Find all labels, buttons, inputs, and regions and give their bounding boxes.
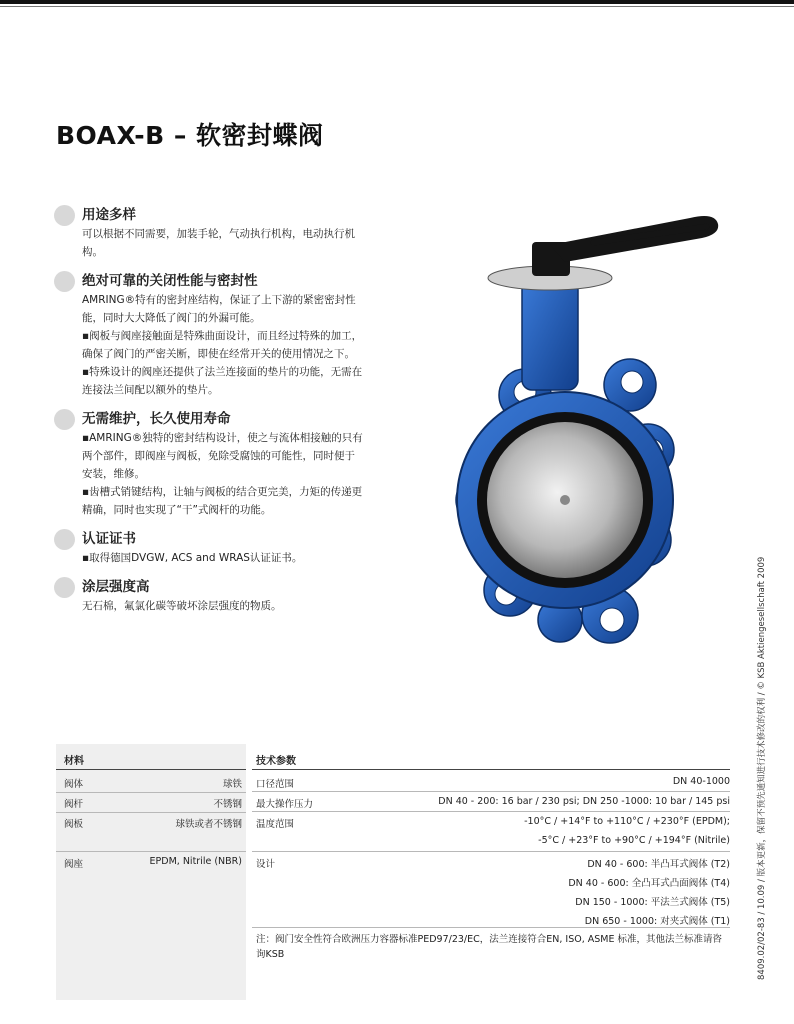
feature-title: 认证证书 [82,531,136,547]
feature-text: 无石棉，氟氯化碳等破坏涂层强度的物质。 [82,600,282,612]
materials-header-rule [56,769,246,770]
feature-sub-item: ▪阀板与阀座接触面是特殊曲面设计，而且经过特殊的加工， [82,330,363,342]
feature-text: ▪取得德国DVGW, ACS and WRAS认证证书。 [82,552,303,564]
tech-header-rule [252,769,730,770]
row-divider [252,927,730,928]
materials-label: 阀座 [64,859,84,870]
tech-header: 技术参数 [256,756,296,767]
feature-sub-item: 连接法兰间配以额外的垫片。 [82,384,219,396]
feature-sub-item: ▪齿槽式销键结构，让轴与阀板的结合更完美，力矩的传递更 [82,486,363,498]
feature-sub-item: 安装，维修。 [82,468,145,480]
tech-label: 温度范围 [256,819,295,830]
valve-handle [532,216,718,276]
feature-sub-item: 精确，同时也实现了“干”式阀杆的功能。 [82,504,272,516]
row-divider [252,791,730,792]
feature-sub-item: 两个部件，即阀座与阀板，免除受腐蚀的可能性，同时便于 [82,450,355,462]
feature-text: 可以根据不同需要，加装手轮，气动执行机构，电动执行机 [82,228,355,240]
tech-value: DN 40 - 200: 16 bar / 230 psi; DN 250 -1000: 10 bar / 145 psi [438,796,730,807]
butterfly-valve-image [440,200,770,660]
feature-sub-item: 确保了阀门的严密关断，即使在经常开关的使用情况之下。 [82,348,355,360]
tech-value: -10°C / +14°F to +110°C / +230°F (EPDM); [524,816,730,827]
materials-label: 阀体 [64,779,84,790]
feature-block [54,409,424,519]
materials-header: 材料 [64,756,84,767]
page-title: BOAX-B – 软密封蝶阀 [56,121,324,150]
tech-value: DN 150 - 1000: 平法兰式阀体 (T5) [575,897,730,908]
feature-text: AMRING®特有的密封座结构，保证了上下游的紧密密封性 [82,294,356,306]
row-divider [252,811,730,812]
row-divider [56,851,246,852]
bullet-circle-icon [54,409,75,430]
tech-value: DN 650 - 1000: 对夹式阀体 (T1) [584,916,730,927]
feature-block [54,271,424,399]
bullet-circle-icon [54,271,75,292]
row-divider [252,851,730,852]
tech-value: DN 40 - 600: 半凸耳式阀体 (T2) [587,859,730,870]
bullet-circle-icon [54,529,75,550]
valve-neck [522,280,578,390]
top-rule [0,0,794,4]
feature-block [54,577,424,615]
materials-row [64,776,242,790]
row-divider [56,792,246,793]
feature-title: 无需维护，长久使用寿命 [82,411,231,427]
tech-label: 最大操作压力 [256,799,314,810]
tech-value: -5°C / +23°F to +90°C / +194°F (Nitrile) [538,835,730,846]
bullet-circle-icon [54,205,75,226]
document-code-note: 8409.02/02-83 / 10.09 / 版本更新，保留不预先通知进行技术修改的权利 / © KSB Aktiengesellschaft 2009 [757,556,767,980]
feature-block [54,529,424,567]
materials-row [64,796,242,810]
feature-block [54,205,424,261]
materials-value: 球铁或者不锈钢 [175,819,242,830]
tech-label: 设计 [256,859,276,870]
feature-title: 用途多样 [82,207,136,223]
tech-value: DN 40-1000 [672,776,730,787]
top-thin-rule [0,6,794,7]
materials-value: EPDM, Nitrile (NBR) [149,856,242,867]
materials-row [64,856,242,870]
feature-title: 涂层强度高 [82,579,150,595]
footnote: 注：阀门安全性符合欧洲压力容器标准PED97/23/EC，法兰连接符合EN, ISO, ASME 标准，其他法兰标准请咨询KSB [256,934,723,960]
materials-row [64,816,242,830]
feature-text: 构。 [82,246,103,258]
feature-sub-item: ▪AMRING®独特的密封结构设计，使之与流体相接触的只有 [82,432,363,444]
row-divider [56,812,246,813]
materials-label: 阀板 [64,819,84,830]
materials-value: 球铁 [222,779,242,790]
tech-label: 口径范围 [256,779,295,790]
bullet-circle-icon [54,577,75,598]
feature-title: 绝对可靠的关闭性能与密封性 [82,273,258,289]
feature-sub-item: ▪特殊设计的阀座还提供了法兰连接面的垫片的功能，无需在 [82,366,363,378]
materials-value: 不锈钢 [213,799,242,810]
tech-value: DN 40 - 600: 全凸耳式凸面阀体 (T4) [568,878,730,889]
feature-text: 能，同时大大降低了阀门的外漏可能。 [82,312,261,324]
materials-label: 阀杆 [64,799,84,810]
feature-list [54,205,424,625]
